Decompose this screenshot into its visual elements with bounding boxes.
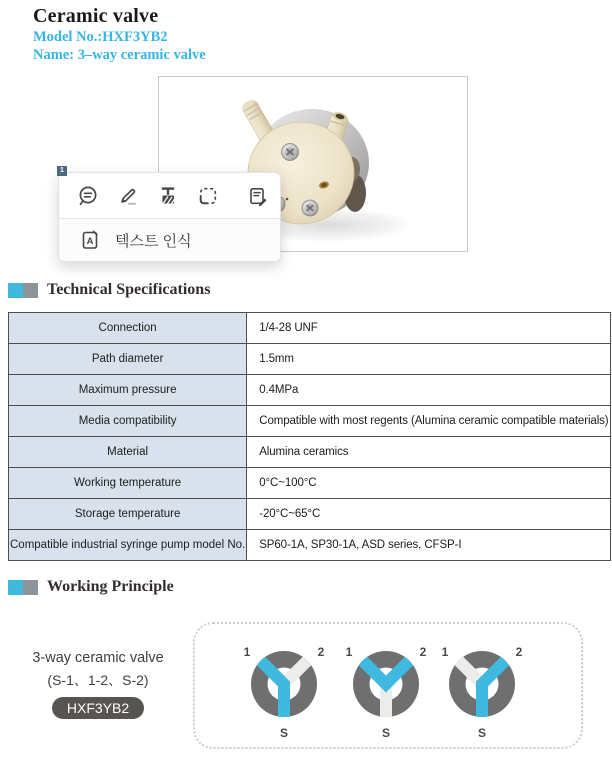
note-edit-tool-button[interactable] — [246, 184, 270, 208]
port-label-left: 1 — [243, 645, 251, 659]
spec-table-body — [9, 313, 611, 561]
marquee-select-icon — [196, 184, 220, 208]
valve-diagram — [336, 632, 436, 744]
spec-value: 0.4MPa — [247, 375, 610, 406]
spec-row — [9, 499, 611, 530]
port-label-right: 2 — [419, 645, 427, 659]
spec-table — [8, 312, 611, 561]
principle-section-heading — [8, 578, 174, 596]
spec-row — [9, 344, 611, 375]
spec-label: Maximum pressure — [9, 375, 247, 406]
valve-diagrams — [193, 622, 583, 749]
spec-value: 1.5mm — [247, 344, 610, 375]
highlighter-tool-button[interactable] — [116, 184, 140, 208]
marquee-select-tool-button[interactable] — [196, 184, 220, 208]
heading-gray-square — [23, 580, 38, 595]
heading-cyan-square — [8, 580, 23, 595]
spec-value: 1/4-28 UNF — [247, 313, 610, 344]
port-label-right: 2 — [317, 645, 325, 659]
annotation-toolbar-popup — [58, 167, 281, 262]
highlighter-pen-icon — [116, 184, 140, 208]
annotation-number-badge: 1 — [57, 166, 67, 176]
spec-label: Media compatibility — [9, 406, 247, 437]
valve-diagram — [234, 632, 334, 744]
heading-cyan-square — [8, 283, 23, 298]
text-redact-icon — [156, 184, 180, 208]
note-edit-icon — [246, 184, 270, 208]
model-number: Model No.:HXF3YB2 — [33, 29, 168, 45]
spec-row — [9, 375, 611, 406]
principle-modes-label: (S-1、1-2、S-2) — [47, 672, 149, 688]
model-badge: HXF3YB2 — [52, 697, 144, 719]
spec-section-heading — [8, 281, 210, 299]
text-recognition-label: 텍스트 인식 — [115, 232, 192, 250]
spec-value: 0°C~100°C — [247, 468, 610, 499]
port-label-bottom: S — [381, 726, 391, 740]
spec-label: Material — [9, 437, 247, 468]
spec-value: SP60-1A, SP30-1A, ASD series, CFSP-I — [247, 530, 610, 561]
principle-product-info — [30, 650, 166, 719]
port-label-bottom: S — [279, 726, 289, 740]
spec-label: Working temperature — [9, 468, 247, 499]
valve-diagram — [432, 632, 532, 744]
spec-heading-text: Technical Specifications — [47, 281, 211, 298]
screw — [282, 144, 299, 161]
spec-row — [9, 468, 611, 499]
spec-value: Alumina ceramics — [247, 437, 610, 468]
spec-value: Compatible with most regents (Alumina ceramic compatible materials) — [247, 406, 610, 437]
spec-label: Connection — [9, 313, 247, 344]
spec-label: Compatible industrial syringe pump model No. — [9, 530, 247, 561]
port-label-left: 1 — [345, 645, 353, 659]
spec-value: -20°C~65°C — [247, 499, 610, 530]
spec-row — [9, 313, 611, 344]
port-label-bottom: S — [477, 726, 487, 740]
spec-row — [9, 406, 611, 437]
svg-text:A: A — [86, 236, 94, 247]
comment-icon — [76, 184, 100, 208]
heading-gray-square — [23, 283, 38, 298]
port-label-right: 2 — [515, 645, 523, 659]
spec-row — [9, 530, 611, 561]
text-redact-tool-button[interactable] — [156, 184, 180, 208]
spec-label: Path diameter — [9, 344, 247, 375]
product-name: Name: 3–way ceramic valve — [33, 47, 206, 63]
principle-heading-text: Working Principle — [47, 578, 174, 595]
toolbar-row — [59, 173, 280, 218]
spec-row — [9, 437, 611, 468]
screw — [302, 200, 318, 216]
port-label-left: 1 — [441, 645, 449, 659]
spec-label: Storage temperature — [9, 499, 247, 530]
principle-product-label: 3-way ceramic valve — [32, 650, 164, 666]
ocr-document-icon — [78, 228, 102, 252]
comment-tool-button[interactable] — [76, 184, 100, 208]
page-title: Ceramic valve — [33, 5, 159, 27]
text-recognition-menu-item[interactable] — [59, 219, 280, 261]
